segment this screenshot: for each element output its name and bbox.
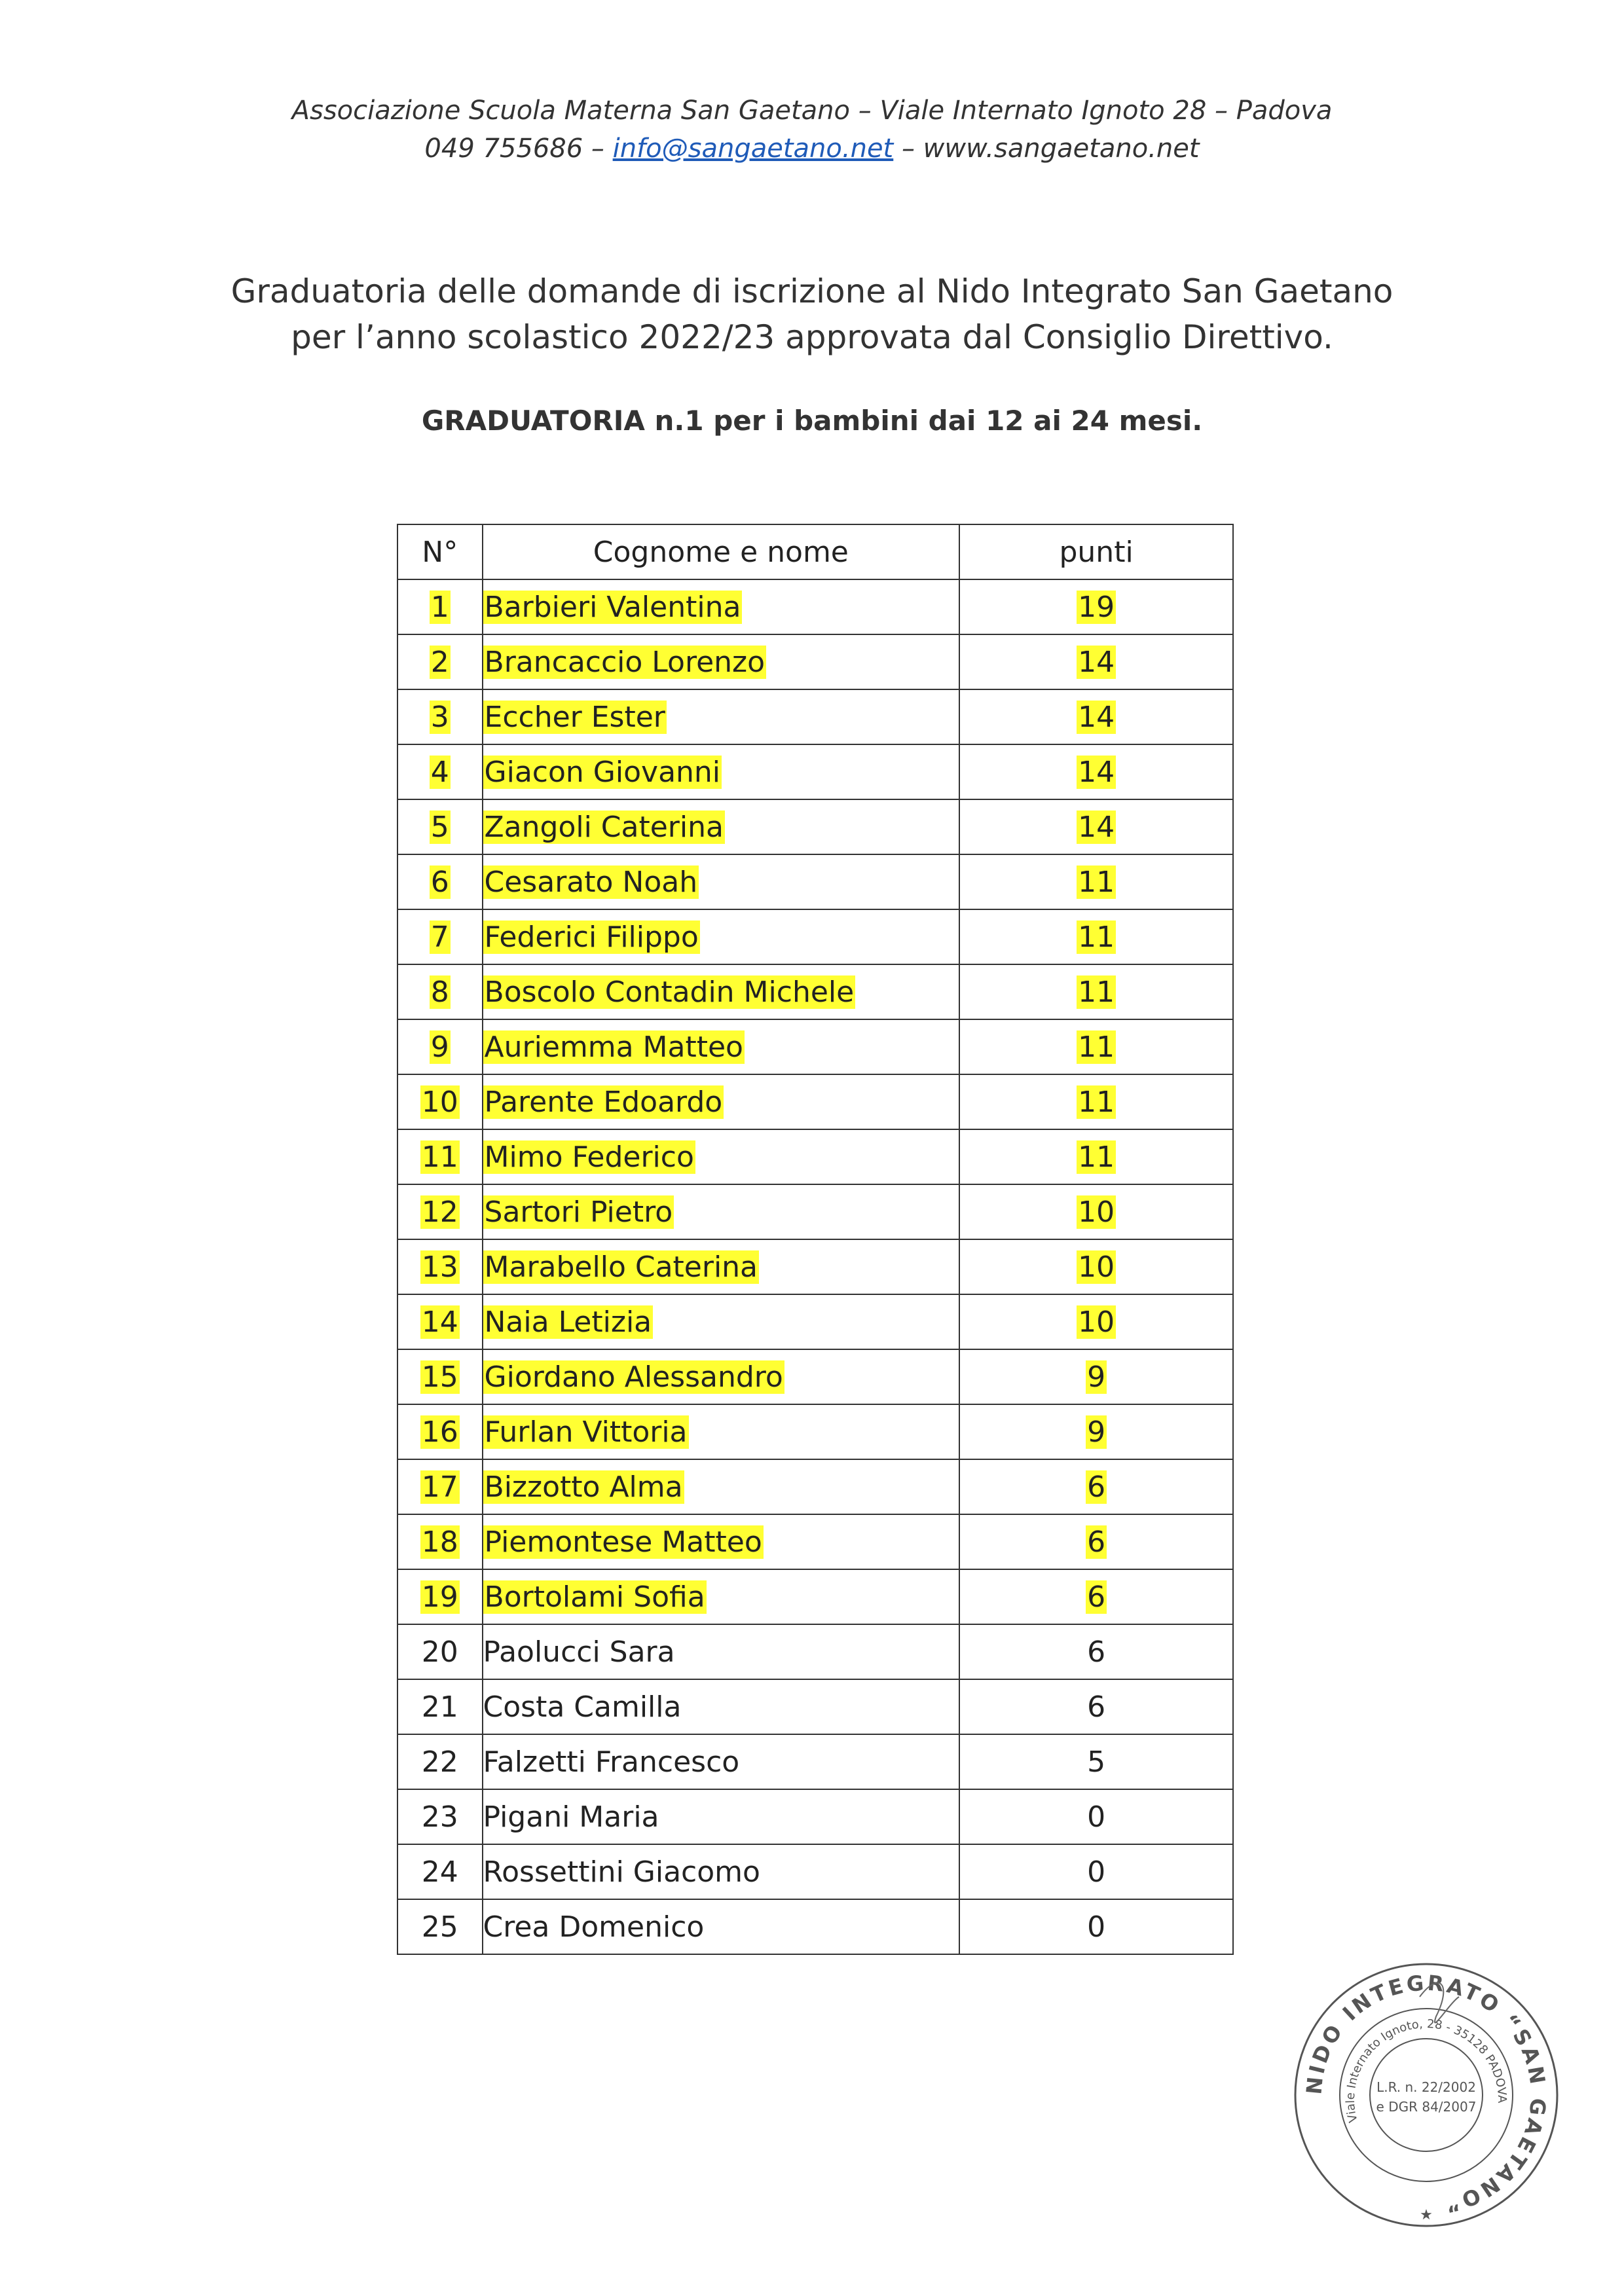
- points-value: 6: [1087, 1525, 1106, 1559]
- child-name: Piemontese Matteo: [484, 1525, 762, 1559]
- rank-number-cell: [397, 1349, 483, 1404]
- points-value-cell: [959, 1679, 1233, 1734]
- rank-number-cell: [397, 854, 483, 909]
- rank-number: 21: [421, 1690, 458, 1724]
- child-name-cell: [483, 689, 960, 744]
- child-name-cell: [483, 909, 960, 964]
- points-value-cell: [959, 799, 1233, 854]
- rank-number-cell: [397, 1734, 483, 1789]
- child-name-cell: [483, 1569, 960, 1624]
- letterhead-contacts: [0, 130, 1624, 168]
- child-name-cell: [483, 1184, 960, 1239]
- rank-number: 5: [430, 810, 449, 844]
- child-name: Furlan Vittoria: [484, 1415, 688, 1449]
- child-name: Mimo Federico: [484, 1140, 694, 1174]
- table-row: [397, 1404, 1233, 1459]
- table-body: [397, 579, 1233, 1954]
- child-name: Paolucci Sara: [483, 1635, 675, 1669]
- points-value-cell: [959, 909, 1233, 964]
- points-value: 6: [1087, 1635, 1106, 1669]
- points-value: 6: [1087, 1580, 1106, 1614]
- table-row: [397, 909, 1233, 964]
- rank-number: 12: [421, 1195, 458, 1229]
- points-value-cell: [959, 634, 1233, 689]
- child-name: Naia Letizia: [484, 1305, 652, 1339]
- rank-number: 19: [421, 1580, 458, 1614]
- email-link[interactable]: info@sangaetano.net: [612, 134, 894, 164]
- child-name-cell: [483, 744, 960, 799]
- table-row: [397, 1844, 1233, 1899]
- stamp-inner-text: Viale Internato Ignoto, 28 - 35128 PADOVA: [1343, 2017, 1509, 2124]
- rank-number: 15: [421, 1360, 458, 1394]
- letterhead-phone: 049 755686 –: [424, 134, 604, 164]
- rank-number-cell: [397, 1074, 483, 1129]
- table-header-row: [397, 524, 1233, 579]
- table-row: [397, 964, 1233, 1019]
- stamp-star-icon: ★: [1420, 2207, 1433, 2223]
- points-value: 14: [1078, 755, 1115, 789]
- child-name: Boscolo Contadin Michele: [484, 975, 855, 1009]
- child-name: Barbieri Valentina: [484, 590, 741, 624]
- child-name-cell: [483, 1129, 960, 1184]
- points-value: 9: [1087, 1360, 1106, 1394]
- table-row: [397, 1514, 1233, 1569]
- rank-number: 10: [421, 1085, 458, 1119]
- child-name-cell: [483, 634, 960, 689]
- points-value-cell: [959, 1349, 1233, 1404]
- points-value-cell: [959, 1899, 1233, 1954]
- rank-number-cell: [397, 909, 483, 964]
- points-value-cell: [959, 1514, 1233, 1569]
- points-value: 11: [1078, 865, 1115, 899]
- rank-number-cell: [397, 1789, 483, 1844]
- table-row: [397, 1899, 1233, 1954]
- child-name-cell: [483, 1459, 960, 1514]
- points-value: 0: [1087, 1855, 1106, 1889]
- child-name-cell: [483, 579, 960, 634]
- points-value: 0: [1087, 1910, 1106, 1944]
- table-row: [397, 1184, 1233, 1239]
- table-row: [397, 1019, 1233, 1074]
- table-row: [397, 1624, 1233, 1679]
- table-row: [397, 1129, 1233, 1184]
- title-line-2: per l’anno scolastico 2022/23 approvata dal Consiglio Direttivo.: [291, 318, 1333, 356]
- table-row: [397, 1734, 1233, 1789]
- rank-number-cell: [397, 1239, 483, 1294]
- rank-number: 22: [421, 1745, 458, 1779]
- points-value: 11: [1078, 920, 1115, 954]
- points-value-cell: [959, 1844, 1233, 1899]
- rank-number-cell: [397, 634, 483, 689]
- child-name-cell: [483, 1789, 960, 1844]
- points-value-cell: [959, 1624, 1233, 1679]
- title-line-1: Graduatoria delle domande di iscrizione al Nido Integrato San Gaetano: [231, 272, 1393, 310]
- table-row: [397, 689, 1233, 744]
- points-value-cell: [959, 744, 1233, 799]
- table-row: [397, 1074, 1233, 1129]
- points-value: 5: [1087, 1745, 1106, 1779]
- ranking-table: [397, 524, 1234, 1955]
- table-row: [397, 579, 1233, 634]
- child-name: Auriemma Matteo: [484, 1030, 743, 1064]
- rank-number: 1: [430, 590, 449, 624]
- points-value: 11: [1078, 1085, 1115, 1119]
- child-name: Giacon Giovanni: [484, 755, 721, 789]
- header-number: N°: [397, 524, 483, 579]
- child-name-cell: [483, 1019, 960, 1074]
- child-name-cell: [483, 854, 960, 909]
- points-value-cell: [959, 1734, 1233, 1789]
- table-row: [397, 1789, 1233, 1844]
- points-value-cell: [959, 689, 1233, 744]
- points-value-cell: [959, 1129, 1233, 1184]
- child-name-cell: [483, 1239, 960, 1294]
- child-name: Falzetti Francesco: [483, 1745, 740, 1779]
- rank-number-cell: [397, 1184, 483, 1239]
- header-name: Cognome e nome: [483, 524, 960, 579]
- points-value-cell: [959, 1074, 1233, 1129]
- child-name: Sartori Pietro: [484, 1195, 673, 1229]
- letterhead-website: – www.sangaetano.net: [901, 134, 1200, 164]
- child-name: Bortolami Sofia: [484, 1580, 705, 1614]
- table-row: [397, 1459, 1233, 1514]
- points-value-cell: [959, 1239, 1233, 1294]
- rank-number-cell: [397, 1404, 483, 1459]
- child-name-cell: [483, 1899, 960, 1954]
- child-name: Zangoli Caterina: [484, 810, 724, 844]
- table-row: [397, 744, 1233, 799]
- child-name-cell: [483, 1844, 960, 1899]
- rank-number-cell: [397, 964, 483, 1019]
- table-row: [397, 799, 1233, 854]
- ranking-subtitle: GRADUATORIA n.1 per i bambini dai 12 ai 24 mesi.: [421, 405, 1203, 437]
- points-value-cell: [959, 1184, 1233, 1239]
- child-name-cell: [483, 1294, 960, 1349]
- rank-number: 25: [421, 1910, 458, 1944]
- rank-number-cell: [397, 1569, 483, 1624]
- child-name: Pigani Maria: [483, 1800, 659, 1834]
- child-name: Eccher Ester: [484, 700, 665, 734]
- table-row: [397, 1679, 1233, 1734]
- child-name-cell: [483, 1624, 960, 1679]
- points-value: 0: [1087, 1800, 1106, 1834]
- child-name: Marabello Caterina: [484, 1250, 758, 1284]
- child-name: Crea Domenico: [483, 1910, 705, 1944]
- rank-number-cell: [397, 1129, 483, 1184]
- rank-number-cell: [397, 1679, 483, 1734]
- table-row: [397, 1294, 1233, 1349]
- rank-number: 11: [421, 1140, 458, 1174]
- child-name-cell: [483, 799, 960, 854]
- letterhead: [0, 92, 1624, 168]
- points-value: 11: [1078, 1030, 1115, 1064]
- rank-number: 14: [421, 1305, 458, 1339]
- points-value-cell: [959, 1404, 1233, 1459]
- rank-number-cell: [397, 799, 483, 854]
- stamp-law-line-2: e DGR 84/2007: [1376, 2099, 1477, 2115]
- child-name: Costa Camilla: [483, 1690, 682, 1724]
- points-value: 10: [1078, 1195, 1115, 1229]
- points-value-cell: [959, 1294, 1233, 1349]
- child-name-cell: [483, 964, 960, 1019]
- rank-number: 2: [430, 645, 449, 679]
- points-value: 14: [1078, 645, 1115, 679]
- table-row: [397, 854, 1233, 909]
- rank-number: 6: [430, 865, 449, 899]
- rank-number-cell: [397, 579, 483, 634]
- points-value: 6: [1087, 1470, 1106, 1504]
- child-name: Cesarato Noah: [484, 865, 698, 899]
- points-value: 10: [1078, 1250, 1115, 1284]
- rank-number-cell: [397, 744, 483, 799]
- rank-number: 9: [430, 1030, 449, 1064]
- table-row: [397, 1349, 1233, 1404]
- child-name: Federici Filippo: [484, 920, 699, 954]
- child-name-cell: [483, 1679, 960, 1734]
- letterhead-address: Associazione Scuola Materna San Gaetano – Viale Internato Ignoto 28 – Padova: [291, 96, 1333, 126]
- points-value: 11: [1078, 975, 1115, 1009]
- rank-number: 7: [430, 920, 449, 954]
- stamp-outer-text: NIDO INTEGRATO “SAN GAETANO”: [1301, 1970, 1551, 2218]
- rank-number-cell: [397, 1459, 483, 1514]
- points-value-cell: [959, 1789, 1233, 1844]
- table-row: [397, 1239, 1233, 1294]
- rank-number-cell: [397, 1294, 483, 1349]
- table-row: [397, 1569, 1233, 1624]
- table-row: [397, 634, 1233, 689]
- points-value-cell: [959, 1459, 1233, 1514]
- rank-number-cell: [397, 1624, 483, 1679]
- child-name: Brancaccio Lorenzo: [484, 645, 766, 679]
- points-value: 14: [1078, 810, 1115, 844]
- points-value: 19: [1078, 590, 1115, 624]
- points-value-cell: [959, 964, 1233, 1019]
- rank-number-cell: [397, 1844, 483, 1899]
- document-title: [0, 268, 1624, 360]
- points-value-cell: [959, 1019, 1233, 1074]
- child-name: Rossettini Giacomo: [483, 1855, 760, 1889]
- child-name-cell: [483, 1734, 960, 1789]
- child-name: Parente Edoardo: [484, 1085, 723, 1119]
- points-value: 10: [1078, 1305, 1115, 1339]
- child-name-cell: [483, 1349, 960, 1404]
- rank-number-cell: [397, 1514, 483, 1569]
- rank-number: 8: [430, 975, 449, 1009]
- rank-number-cell: [397, 1019, 483, 1074]
- rank-number: 3: [430, 700, 449, 734]
- points-value-cell: [959, 854, 1233, 909]
- header-points: punti: [959, 524, 1233, 579]
- stamp-law-line-1: L.R. n. 22/2002: [1376, 2079, 1476, 2095]
- points-value-cell: [959, 1569, 1233, 1624]
- points-value-cell: [959, 579, 1233, 634]
- child-name-cell: [483, 1514, 960, 1569]
- child-name: Giordano Alessandro: [484, 1360, 783, 1394]
- child-name-cell: [483, 1074, 960, 1129]
- rank-number-cell: [397, 1899, 483, 1954]
- points-value: 6: [1087, 1690, 1106, 1724]
- rank-number: 20: [421, 1635, 458, 1669]
- child-name: Bizzotto Alma: [484, 1470, 683, 1504]
- rank-number: 4: [430, 755, 449, 789]
- points-value: 14: [1078, 700, 1115, 734]
- rank-number: 13: [421, 1250, 458, 1284]
- rank-number: 23: [421, 1800, 458, 1834]
- rank-number: 17: [421, 1470, 458, 1504]
- association-stamp: [1289, 1958, 1564, 2232]
- rank-number-cell: [397, 689, 483, 744]
- points-value: 9: [1087, 1415, 1106, 1449]
- rank-number: 24: [421, 1855, 458, 1889]
- points-value: 11: [1078, 1140, 1115, 1174]
- rank-number: 18: [421, 1525, 458, 1559]
- child-name-cell: [483, 1404, 960, 1459]
- rank-number: 16: [421, 1415, 458, 1449]
